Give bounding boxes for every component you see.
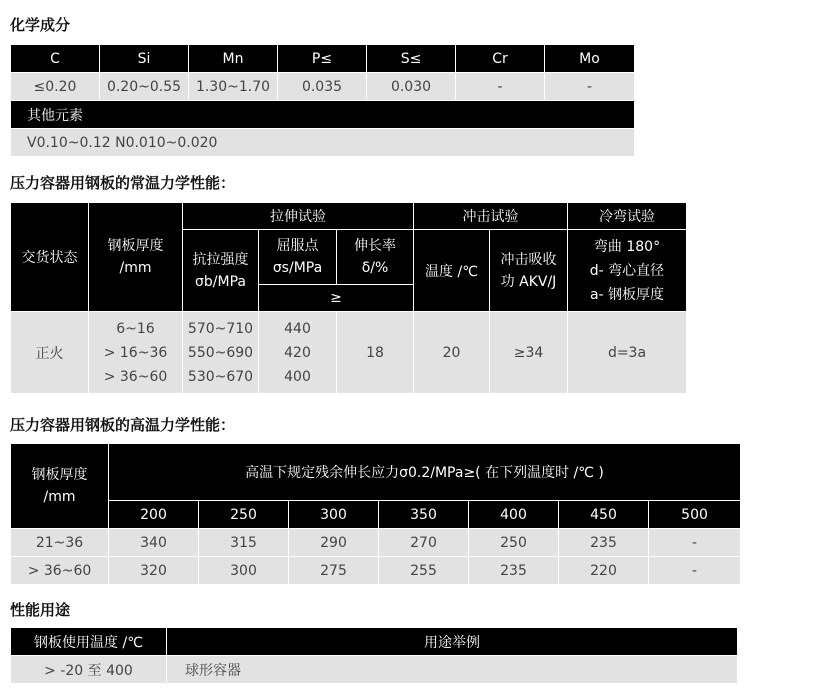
temp-250: 250 [199, 501, 289, 529]
header-c: C [11, 45, 100, 73]
header-p: P≤ [278, 45, 367, 73]
state-cell: 正火 [11, 312, 89, 394]
temp-350: 350 [379, 501, 469, 529]
yield-point-header: 屈服点 σs/MPa [259, 230, 337, 285]
value-s: 0.030 [367, 73, 456, 101]
tensile-strength-header: 抗拉强度 σb/MPa [183, 230, 259, 312]
row-thickness: > 36~60 [11, 557, 109, 585]
row-value: 300 [199, 557, 289, 585]
table-row [11, 557, 741, 585]
temperature-header: 温度 /℃ [414, 230, 490, 312]
table-row [11, 656, 738, 684]
value-p: 0.035 [278, 73, 367, 101]
elongation-cell: 18 [337, 312, 414, 394]
value-si: 0.20~0.55 [100, 73, 189, 101]
temp-500: 500 [649, 501, 741, 529]
value-cr: - [456, 73, 545, 101]
bend-cell: d=3a [568, 312, 687, 394]
delivery-state-header: 交货状态 [11, 203, 89, 312]
usage-temp-header: 钢板使用温度 /℃ [11, 628, 167, 656]
table-row [11, 529, 741, 557]
row-value: 270 [379, 529, 469, 557]
usage-section-title: 性能用途 [10, 601, 71, 619]
value-mo: - [545, 73, 635, 101]
row-value: 340 [109, 529, 199, 557]
chemical-header-row [11, 45, 635, 73]
row-value: 235 [559, 529, 649, 557]
chemical-value-row [11, 73, 635, 101]
row-value: 220 [559, 557, 649, 585]
bend-header: 弯曲 180° d- 弯心直径 a- 钢板厚度 [568, 230, 687, 312]
row-value: 315 [199, 529, 289, 557]
usage-temp-value: > -20 至 400 [11, 656, 167, 684]
row-value: 290 [289, 529, 379, 557]
thickness-ranges-cell: 6~16 > 16~36 > 36~60 [89, 312, 183, 394]
high-section-title: 压力容器用钢板的高温力学性能： [10, 416, 236, 434]
temp-450: 450 [559, 501, 649, 529]
usage-table [10, 627, 738, 684]
thickness-header: 钢板厚度 /mm [89, 203, 183, 312]
row-value: 320 [109, 557, 199, 585]
chemical-table [10, 44, 635, 157]
normal-data-row [11, 312, 687, 394]
chemical-section-title: 化学成分 [10, 16, 71, 34]
header-si: Si [100, 45, 189, 73]
yield-values-cell: 440 420 400 [259, 312, 337, 394]
impact-test-header: 冲击试验 [414, 203, 568, 230]
usage-example-header: 用途举例 [167, 628, 738, 656]
header-s: S≤ [367, 45, 456, 73]
temperature-cell: 20 [414, 312, 490, 394]
value-mn: 1.30~1.70 [189, 73, 278, 101]
row-value: 250 [469, 529, 559, 557]
temp-200: 200 [109, 501, 199, 529]
usage-example-value: 球形容器 [167, 656, 738, 684]
ge-symbol: ≥ [259, 285, 414, 312]
row-value: - [649, 557, 741, 585]
temperature-header-row [11, 501, 741, 529]
header-mn: Mn [189, 45, 278, 73]
high-stress-header: 高温下规定残余伸长应力σ0.2/MPa≥( 在下列温度时 /℃ ) [109, 444, 741, 501]
impact-energy-header: 冲击吸收 功 AKV/J [490, 230, 568, 312]
row-thickness: 21~36 [11, 529, 109, 557]
row-value: 275 [289, 557, 379, 585]
elongation-header: 伸长率 δ/% [337, 230, 414, 285]
value-c: ≤0.20 [11, 73, 100, 101]
row-value: 235 [469, 557, 559, 585]
other-elements-value: V0.10~0.12 N0.010~0.020 [11, 129, 635, 157]
temp-300: 300 [289, 501, 379, 529]
normal-section-title: 压力容器用钢板的常温力学性能： [10, 174, 236, 192]
impact-cell: ≥34 [490, 312, 568, 394]
temp-400: 400 [469, 501, 559, 529]
tensile-test-header: 拉伸试验 [183, 203, 414, 230]
row-value: - [649, 529, 741, 557]
tensile-values-cell: 570~710 550~690 530~670 [183, 312, 259, 394]
normal-temp-table [10, 202, 687, 394]
header-cr: Cr [456, 45, 545, 73]
high-thickness-header: 钢板厚度 /mm [11, 444, 109, 529]
bend-test-header: 冷弯试验 [568, 203, 687, 230]
row-value: 255 [379, 557, 469, 585]
header-mo: Mo [545, 45, 635, 73]
high-temp-table [10, 443, 741, 585]
other-elements-label: 其他元素 [11, 101, 635, 129]
